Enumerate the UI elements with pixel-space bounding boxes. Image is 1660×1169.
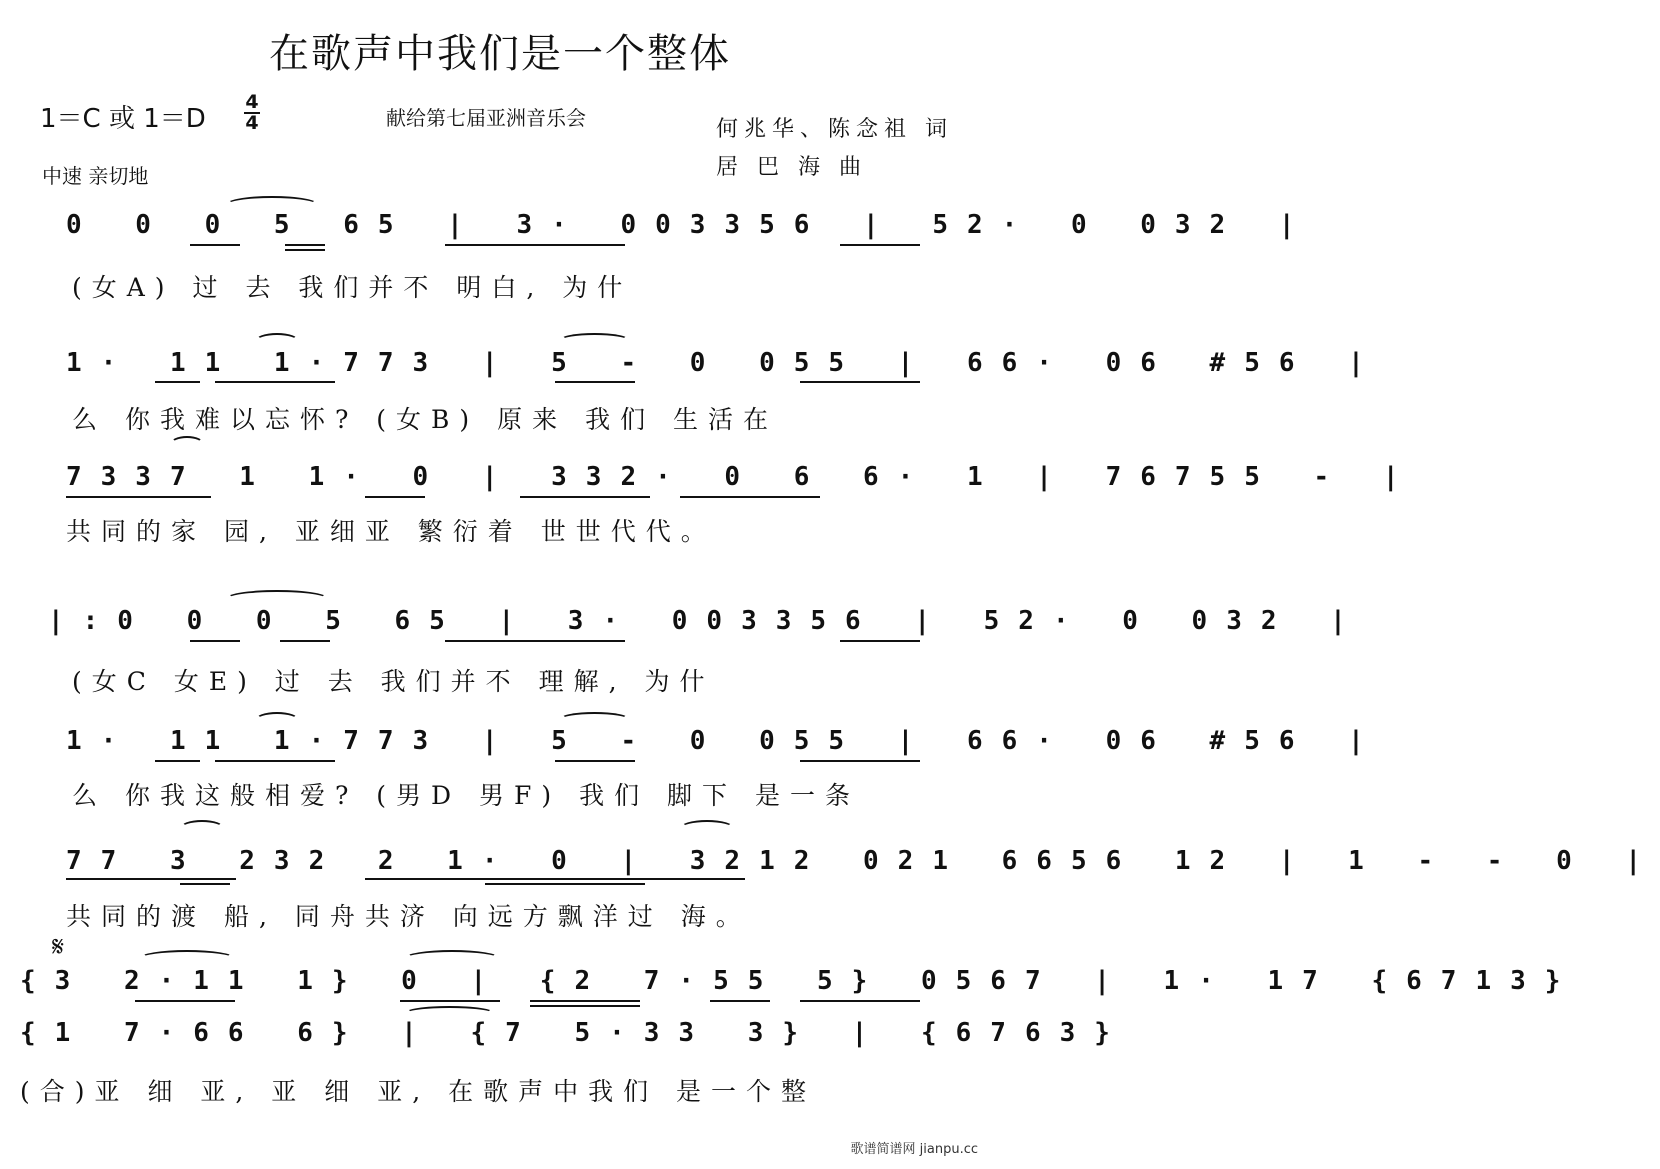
beam [215, 381, 335, 383]
beam [155, 760, 200, 762]
beam [285, 249, 325, 251]
beam [445, 640, 625, 642]
slur [180, 820, 224, 836]
key-signature: 1＝C 或 1＝D [40, 104, 206, 134]
beam [215, 760, 335, 762]
segno-icon: 𝄋 [52, 930, 65, 963]
notation-line-5: 1· 11 1·773 | 5 - 0 055 | 66· 06 #56 | [66, 726, 1383, 756]
notation-line-6: 77 3 232 2 1· 0 | 3212 021 6656 12 | 1 - - 0 | [66, 846, 1660, 876]
beam [445, 244, 625, 246]
lyric-line-7: (合)亚 细 亚, 亚 细 亚, 在歌声中我们 是一个整 [20, 1077, 817, 1106]
beam [680, 496, 820, 498]
beam [66, 496, 211, 498]
beam [155, 381, 200, 383]
slur [255, 712, 299, 728]
slur [255, 333, 299, 349]
notation-line-7-lower: {1 7·66 6} | {7 5·33 3} | {6763} [20, 1018, 1129, 1048]
notation-line-2: 1· 11 1·773 | 5 - 0 055 | 66· 06 #56 | [66, 348, 1383, 378]
beam [800, 381, 920, 383]
lyric-line-6: 共同的渡 船, 同舟共济 向远方飘洋过 海。 [66, 902, 751, 931]
beam [180, 883, 230, 885]
beam [710, 1000, 770, 1002]
beam [135, 1000, 235, 1002]
beam [285, 244, 325, 246]
slur [680, 820, 734, 836]
lyric-line-1: (女A) 过 去 我们并不 明白, 为什 [72, 273, 633, 302]
lyric-line-2: 么 你我难以忘怀? (女B) 原来 我们 生活在 [72, 405, 779, 434]
slur [560, 712, 629, 726]
lyric-line-5: 么 你我这般相爱? (男D 男F) 我们 脚下 是一条 [72, 781, 860, 810]
beam [400, 1000, 500, 1002]
beam [800, 760, 920, 762]
tempo-marking: 中速 亲切地 [42, 164, 149, 188]
beam [800, 1000, 920, 1002]
lyric-line-4: (女C 女E) 过 去 我们并不 理解, 为什 [72, 667, 715, 696]
beam [365, 496, 425, 498]
slur [225, 196, 319, 214]
composer-credit: 居 巴 海 曲 [716, 155, 867, 180]
beam [840, 244, 920, 246]
slur [170, 436, 204, 452]
watermark: 歌谱简谱网 jianpu.cc [850, 1142, 978, 1157]
time-signature-top: 4 [245, 91, 259, 113]
dedication: 献给第七届亚洲音乐会 [386, 106, 586, 130]
time-signature [244, 91, 260, 134]
beam [555, 381, 635, 383]
beam [365, 878, 745, 880]
slur [405, 1006, 494, 1020]
notation-line-7-upper: {3 2·11 1} 0 | {2 7·55 5} 0567 | 1· 17 {6713} [20, 966, 1580, 996]
slur [560, 333, 629, 347]
notation-line-3: 7337 1 1· 0 | 332· 0 6 6· 1 | 76755 - | [66, 462, 1418, 492]
notation-line-4: |:0 0 0 5 65 | 3· 003356 | 52· 0 032 | [48, 606, 1365, 636]
beam [520, 496, 650, 498]
lyric-line-3: 共同的家 园, 亚细亚 繁衍着 世世代代。 [66, 517, 716, 546]
beam [530, 1005, 640, 1007]
slur [405, 950, 499, 966]
beam [190, 244, 240, 246]
lyricist-credit: 何兆华、陈念祖 词 [716, 117, 953, 142]
beam [190, 640, 240, 642]
beam [555, 760, 635, 762]
slur [140, 950, 234, 966]
song-title: 在歌声中我们是一个整体 [269, 31, 731, 77]
notation-line-1: 0 0 0 5 65 | 3· 003356 | 52· 0 032 | [66, 210, 1314, 240]
time-signature-bottom: 4 [245, 112, 259, 134]
beam [280, 640, 330, 642]
slur [225, 590, 329, 608]
beam [530, 1000, 640, 1002]
beam [840, 640, 920, 642]
beam [485, 883, 645, 885]
beam [66, 878, 236, 880]
